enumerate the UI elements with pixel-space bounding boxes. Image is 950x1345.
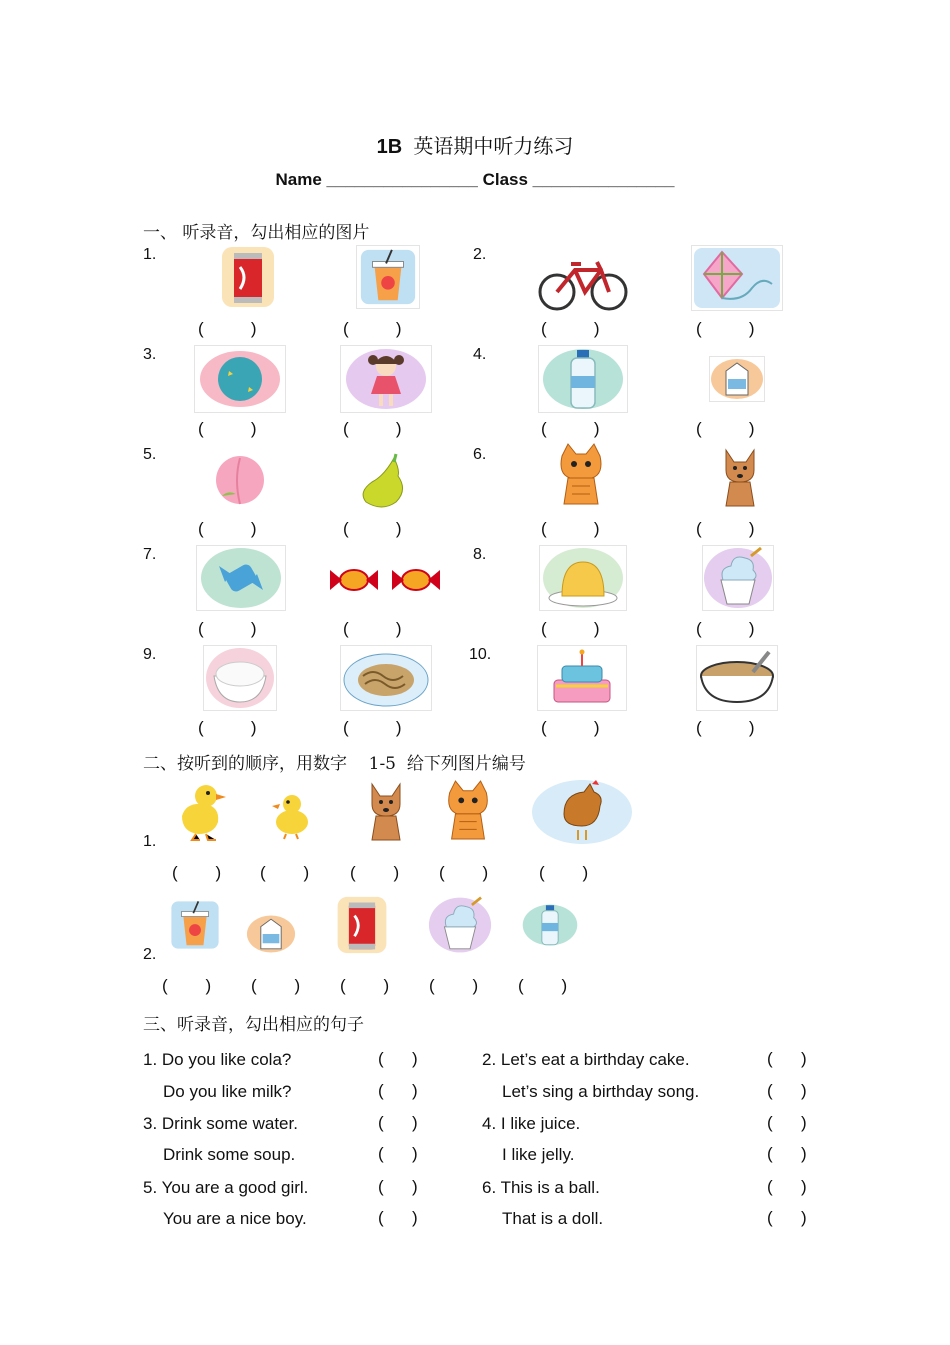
rice-icon bbox=[203, 645, 277, 711]
answer-blank[interactable]: ( ) bbox=[378, 1113, 418, 1132]
sentence-1a: 1. Do you like cola? bbox=[143, 1050, 292, 1069]
answer-blank[interactable]: ( ) bbox=[541, 619, 600, 638]
noodles-icon bbox=[340, 645, 432, 711]
answer-blank[interactable]: ( ) bbox=[541, 319, 600, 338]
answer-blank[interactable]: ( ) bbox=[198, 718, 257, 737]
section1-heading: 一、 听录音，勾出相应的图片 bbox=[143, 223, 370, 243]
answer-blank[interactable]: ( ) bbox=[696, 419, 755, 438]
q5-number: 5. bbox=[143, 446, 157, 463]
q6-number: 6. bbox=[473, 446, 487, 463]
soup-icon bbox=[696, 645, 778, 711]
q2-number: 2. bbox=[473, 246, 487, 263]
answer-blank[interactable]: ( ) bbox=[767, 1144, 807, 1163]
cola-can-icon bbox=[216, 245, 280, 309]
answer-blank[interactable]: ( ) bbox=[541, 419, 600, 438]
jelly-icon bbox=[539, 545, 627, 611]
q10-number: 10. bbox=[469, 646, 492, 663]
candy-icon bbox=[196, 545, 286, 611]
sentence-6b: That is a doll. bbox=[502, 1209, 604, 1228]
water-bottle-icon bbox=[538, 345, 628, 413]
sentence-3b: Drink some soup. bbox=[163, 1145, 296, 1164]
section2-heading-tail: 给下列图片编号 bbox=[406, 754, 526, 774]
answer-blank[interactable]: ( ) bbox=[378, 1144, 418, 1163]
answer-blank[interactable]: ( ) bbox=[767, 1113, 807, 1132]
answer-blank[interactable]: ( ) bbox=[767, 1208, 807, 1227]
s2-row1-number: 1. bbox=[143, 833, 157, 850]
milk-carton-icon bbox=[246, 910, 296, 958]
sentence-6a: 6. This is a ball. bbox=[482, 1178, 600, 1197]
answer-blank[interactable]: ( ) bbox=[343, 419, 402, 438]
section3-heading: 三、听录音，勾出相应的句子 bbox=[143, 1015, 364, 1035]
answer-blank[interactable]: ( ) bbox=[260, 863, 310, 882]
answer-blank[interactable]: ( ) bbox=[172, 863, 222, 882]
sentence-5b: You are a nice boy. bbox=[163, 1209, 307, 1228]
answer-blank[interactable]: ( ) bbox=[343, 519, 402, 538]
answer-blank[interactable]: ( ) bbox=[251, 976, 301, 995]
answer-blank[interactable]: ( ) bbox=[378, 1177, 418, 1196]
title-text: 英语期中听力练习 bbox=[413, 136, 574, 158]
answer-blank[interactable]: ( ) bbox=[198, 319, 257, 338]
s2-row2-number: 2. bbox=[143, 946, 157, 963]
q8-number: 8. bbox=[473, 546, 487, 563]
hen-icon bbox=[530, 778, 634, 846]
sentence-4b: I like jelly. bbox=[502, 1145, 575, 1164]
answer-blank[interactable]: ( ) bbox=[378, 1049, 418, 1068]
section2-heading-range: 1-5 bbox=[368, 754, 397, 774]
water-bottle-icon bbox=[520, 893, 580, 957]
milk-carton-icon bbox=[709, 356, 765, 402]
cat-icon bbox=[552, 442, 610, 508]
answer-blank[interactable]: ( ) bbox=[198, 619, 257, 638]
q9-number: 9. bbox=[143, 646, 157, 663]
dog-icon bbox=[366, 780, 406, 844]
name-field[interactable]: Name ________________ bbox=[275, 170, 478, 189]
q7-number: 7. bbox=[143, 546, 157, 563]
name-class-line bbox=[0, 170, 950, 190]
sentence-4a: 4. I like juice. bbox=[482, 1114, 581, 1133]
answer-blank[interactable]: ( ) bbox=[340, 976, 390, 995]
answer-blank[interactable]: ( ) bbox=[696, 519, 755, 538]
birthday-cake-icon bbox=[537, 645, 627, 711]
sentence-2a: 2. Let’s eat a birthday cake. bbox=[482, 1050, 690, 1069]
answer-blank[interactable]: ( ) bbox=[343, 319, 402, 338]
section2-heading bbox=[143, 749, 526, 774]
chick-icon bbox=[266, 790, 314, 840]
ice-cream-icon bbox=[702, 545, 774, 611]
answer-blank[interactable]: ( ) bbox=[162, 976, 212, 995]
bicycle-icon bbox=[537, 250, 629, 314]
answer-blank[interactable]: ( ) bbox=[518, 976, 568, 995]
sweets-icon bbox=[326, 560, 442, 600]
answer-blank[interactable]: ( ) bbox=[541, 718, 600, 737]
answer-blank[interactable]: ( ) bbox=[198, 419, 257, 438]
ball-icon bbox=[194, 345, 286, 413]
page-title bbox=[0, 130, 950, 159]
q4-number: 4. bbox=[473, 346, 487, 363]
answer-blank[interactable]: ( ) bbox=[541, 519, 600, 538]
peach-icon bbox=[210, 448, 270, 508]
section2-heading-text: 二、按听到的顺序，用数字 bbox=[143, 754, 347, 774]
answer-blank[interactable]: ( ) bbox=[198, 519, 257, 538]
answer-blank[interactable]: ( ) bbox=[378, 1208, 418, 1227]
juice-cup-icon bbox=[168, 893, 222, 957]
sentence-3a: 3. Drink some water. bbox=[143, 1114, 298, 1133]
juice-cup-icon bbox=[356, 245, 420, 309]
doll-icon bbox=[340, 345, 432, 413]
q1-number: 1. bbox=[143, 246, 157, 263]
duck-icon bbox=[176, 780, 228, 842]
answer-blank[interactable]: ( ) bbox=[696, 319, 755, 338]
sentence-2b: Let’s sing a birthday song. bbox=[502, 1082, 700, 1101]
cola-can-icon bbox=[332, 893, 392, 957]
answer-blank[interactable]: ( ) bbox=[343, 619, 402, 638]
answer-blank[interactable]: ( ) bbox=[343, 718, 402, 737]
dog-icon bbox=[720, 446, 760, 510]
answer-blank[interactable]: ( ) bbox=[767, 1177, 807, 1196]
class-field[interactable]: Class _______________ bbox=[482, 170, 675, 189]
kite-icon bbox=[691, 245, 783, 311]
answer-blank[interactable]: ( ) bbox=[429, 976, 479, 995]
answer-blank[interactable]: ( ) bbox=[767, 1049, 807, 1068]
answer-blank[interactable]: ( ) bbox=[696, 718, 755, 737]
ice-cream-icon bbox=[428, 893, 492, 957]
sentence-5a: 5. You are a good girl. bbox=[143, 1178, 309, 1197]
answer-blank[interactable]: ( ) bbox=[767, 1081, 807, 1100]
answer-blank[interactable]: ( ) bbox=[539, 863, 589, 882]
answer-blank[interactable]: ( ) bbox=[696, 619, 755, 638]
sentence-1b: Do you like milk? bbox=[163, 1082, 292, 1101]
answer-blank[interactable]: ( ) bbox=[439, 863, 489, 882]
title-grade: 1B bbox=[376, 136, 403, 158]
pear-icon bbox=[358, 452, 410, 508]
answer-blank[interactable]: ( ) bbox=[378, 1081, 418, 1100]
q3-number: 3. bbox=[143, 346, 157, 363]
cat-icon bbox=[440, 778, 496, 844]
answer-blank[interactable]: ( ) bbox=[350, 863, 400, 882]
